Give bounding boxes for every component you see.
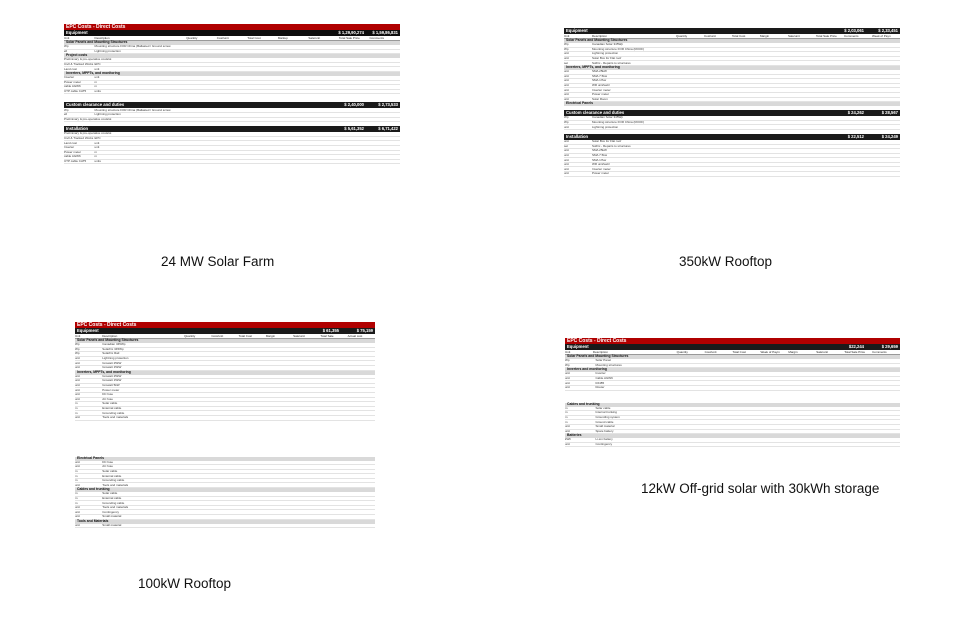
row-description: Solar Panel	[595, 358, 611, 363]
row-description: WR unit/web/	[592, 83, 610, 88]
sheet-100kw-rooftop	[75, 322, 375, 570]
row-description: Grounding system	[595, 415, 620, 420]
table-row	[75, 524, 375, 529]
row-description: units	[94, 89, 101, 94]
row-unit: unit	[564, 157, 569, 162]
row-description: m	[94, 84, 98, 89]
row-description: unit	[94, 140, 100, 145]
row-unit: unit	[565, 385, 570, 390]
section-title: Equipment	[66, 29, 88, 35]
row-description: Tools and materials	[102, 482, 129, 487]
row-description: Solar cable	[102, 468, 118, 473]
row-description: External cable	[102, 473, 122, 478]
row-description: Tools and materials	[102, 415, 129, 420]
row-description: SolFix - Repairs to structures	[592, 143, 631, 148]
section-total: $ 22,512	[847, 133, 864, 139]
subsection-title: Project costs	[64, 54, 400, 58]
section-title: Installation	[566, 133, 589, 139]
section-total-price: $ 75,159	[356, 327, 373, 333]
row-unit: UTP cable CAT5	[64, 158, 87, 163]
row-unit: Preliminary & pre-operative costs	[64, 57, 109, 62]
row-description: Power meter	[592, 92, 610, 97]
row-description: Power meter	[592, 171, 610, 176]
row-description: Router	[595, 385, 605, 390]
row-description: SMA 7.5kw	[592, 73, 608, 78]
row-unit: Wp	[75, 346, 80, 351]
row-unit: m	[565, 410, 568, 415]
subsection-title: Inverters, MPPTs, and monitoring	[75, 371, 375, 375]
row-unit: m	[75, 401, 78, 406]
row-unit: unit	[75, 387, 80, 392]
row-description: Power meter	[102, 387, 120, 392]
row-description: unit	[94, 145, 100, 150]
row-unit: m	[75, 495, 78, 500]
section-total: $ 2,03,061	[844, 27, 864, 33]
section-total-price: $ 24,249	[881, 133, 898, 139]
row-unit: Land cost	[64, 140, 78, 145]
row-unit: Power meter	[64, 79, 82, 84]
sheet-24mw-solar-farm	[64, 24, 400, 244]
row-description: Canadian 345Wp	[102, 342, 126, 347]
row-description: Lightning protection	[592, 124, 619, 129]
section-title: Custom clearance and duties	[66, 102, 125, 108]
row-description: External cable	[102, 495, 122, 500]
row-description: Mounting structures	[595, 362, 622, 367]
caption-12kw: 12kW Off-grid solar with 30kWh storage	[641, 481, 880, 496]
row-unit: unit	[565, 380, 570, 385]
row-unit: unit	[564, 73, 569, 78]
row-description: Internal trunking	[595, 410, 617, 415]
caption-100kw: 100kW Rooftop	[138, 576, 232, 591]
row-unit: Civil & Tracked Works	[64, 136, 94, 141]
row-description: DC fuse	[102, 459, 114, 464]
section-title: Installation	[66, 126, 89, 132]
row-description: lot	[108, 131, 112, 136]
row-unit: unit	[565, 442, 570, 447]
row-unit: Land cost	[64, 66, 78, 71]
row-description: Solar cable	[595, 405, 611, 410]
row-unit: unit	[75, 383, 80, 388]
row-unit: kWh	[565, 437, 571, 442]
row-unit: unit	[75, 415, 80, 420]
row-description: Inverter meter	[592, 166, 611, 171]
row-description: SolarFix Rail	[102, 351, 120, 356]
row-unit: m	[565, 405, 568, 410]
row-description: Canadian Solar 345Wp	[592, 115, 624, 120]
row-unit: Inverter	[64, 75, 75, 80]
row-description: Inverter meter	[592, 87, 611, 92]
section-total-price: $ 2,33,451	[878, 27, 898, 33]
row-description: Growatt 25kW	[102, 360, 122, 365]
row-description: Tools and materials	[102, 505, 129, 510]
row-description: Growatt 15kW	[102, 365, 122, 370]
table-row	[565, 443, 900, 448]
row-description: Canadian Solar 345Wp	[592, 42, 624, 47]
row-unit: m	[75, 406, 78, 411]
caption-350kw: 350kW Rooftop	[679, 254, 773, 269]
row-unit: Wp	[64, 44, 69, 49]
row-description: Contingency	[595, 442, 613, 447]
row-unit: Civil & Tracked Works	[64, 62, 94, 67]
row-description: m	[94, 149, 98, 154]
row-unit: unit	[564, 56, 569, 61]
section-total: $ 24,262	[847, 110, 864, 116]
row-unit: unit	[564, 51, 569, 56]
row-description: SMA 7.5kw	[592, 152, 608, 157]
row-description: Small material	[102, 522, 122, 527]
row-description: Lightning protection	[94, 112, 121, 117]
row-description: WR unit/web/	[592, 162, 610, 167]
row-unit: m	[565, 419, 568, 424]
row-unit: Inverter	[64, 145, 75, 150]
row-unit: Wp	[564, 46, 569, 51]
table-row	[64, 160, 400, 165]
row-unit: m	[75, 491, 78, 496]
row-description: Lightning protection	[94, 48, 121, 53]
row-unit: unit	[75, 356, 80, 361]
section-title: Equipment	[567, 343, 589, 349]
row-description: Growatt 5kW	[102, 383, 120, 388]
row-unit: unit	[75, 509, 80, 514]
row-unit: Preliminary & pre-operative costs	[64, 131, 109, 136]
section-total: $ 1,29,90,274	[338, 29, 364, 35]
row-description: units	[94, 158, 101, 163]
row-unit: unit	[565, 424, 570, 429]
row-unit: Wp	[75, 351, 80, 356]
row-unit: m	[75, 410, 78, 415]
row-unit: unit	[75, 396, 80, 401]
row-unit: unit	[564, 96, 569, 101]
column-headers: Unit Description Quantity Cost/unit Total Cost Markup Sale/unit Total Sale Price Comments	[64, 36, 400, 41]
subsection-title: Solar Panels and Mounting Structures	[75, 339, 375, 343]
row-unit: unit	[75, 360, 80, 365]
row-description: Cable AGW6	[595, 376, 613, 381]
subsection-title: Solar Panels and Mounting Structures	[64, 41, 400, 45]
row-unit: unit	[564, 148, 569, 153]
row-description: Spare battery	[595, 428, 614, 433]
section-total: $ 5,61,352	[344, 126, 364, 132]
row-unit: Wp	[75, 342, 80, 347]
row-unit: Wp	[564, 120, 569, 125]
subsection-title: Batteries	[565, 434, 900, 438]
section-total: $22,244	[848, 343, 864, 349]
subsection-title: Inverters, MPPTs, and monitoring	[564, 66, 900, 70]
row-description: Solar Box for Flat roof	[592, 56, 622, 61]
row-description: Small material	[595, 424, 615, 429]
row-unit: unit	[565, 376, 570, 381]
row-unit: unit	[565, 428, 570, 433]
section-total-price: $ 28,567	[881, 110, 898, 116]
row-unit: Wp	[564, 42, 569, 47]
subsection-title: Electrical Panels	[75, 457, 375, 461]
row-description: SolarFix 345Wp	[102, 346, 124, 351]
subsection-title: Cables and trunking	[75, 488, 375, 492]
row-description: SMA 17kw	[592, 78, 607, 83]
sheet-12kw-offgrid	[565, 338, 900, 470]
row-unit: unit	[564, 78, 569, 83]
subsection-title: Inverters, MPPTs, and monitoring	[64, 72, 400, 76]
row-description: Grounding cable	[102, 478, 125, 483]
row-unit: Wp	[565, 362, 570, 367]
row-unit: m	[75, 473, 78, 478]
row-unit: unit	[75, 378, 80, 383]
row-description: unit	[94, 66, 100, 71]
section-total: $ 61,355	[322, 327, 339, 333]
row-unit: unit	[75, 522, 80, 527]
row-unit: unit	[564, 152, 569, 157]
row-description: Grounding cable	[102, 500, 125, 505]
sheet-title: EPC Costs - Direct Costs	[565, 338, 900, 344]
row-description: Ground cable	[595, 419, 614, 424]
section-total: $ 2,40,000	[344, 102, 364, 108]
row-unit: cable AGW6	[64, 154, 81, 159]
row-description: SMA 25kW	[592, 148, 607, 153]
row-description: SolFix - Repairs to structures	[592, 60, 631, 65]
caption-24mw: 24 MW Solar Farm	[161, 254, 275, 269]
row-description: Li-ion battery	[595, 437, 613, 442]
column-headers: Unit Description Quantity Cost/unit Total Cost Margin Sale/unit Total Sale Price Comments Week of Payn	[564, 34, 900, 39]
row-unit: unit	[564, 92, 569, 97]
row-description: RJ485	[595, 380, 605, 385]
subsection-title: Electrical Panels	[564, 102, 900, 106]
row-unit: ell	[64, 112, 68, 117]
section-total-price: $ 1,59,86,831	[372, 29, 398, 35]
subsection-title: Tools and Materials	[75, 520, 375, 524]
row-unit: unit	[75, 505, 80, 510]
subsection-title: Solar Panels and Mounting Structures	[565, 355, 900, 359]
row-description: Lightning protection	[592, 51, 619, 56]
row-unit: Wp	[565, 358, 570, 363]
row-description: m	[94, 79, 98, 84]
row-description: Mounting structure FOR China (ROOF)	[592, 120, 645, 125]
subsection-title: Cables and trunking	[565, 403, 900, 407]
row-unit: ell	[64, 48, 68, 53]
row-description: m	[94, 154, 98, 159]
row-unit: unit	[564, 69, 569, 74]
row-unit: unit	[564, 83, 569, 88]
row-description: SMA 17kw	[592, 157, 607, 162]
row-description: Solar cable	[102, 491, 118, 496]
row-description: Solar Room	[592, 96, 608, 101]
sheet-350kw-rooftop	[564, 28, 900, 244]
row-description: AC fuse	[102, 396, 113, 401]
row-unit: m	[75, 478, 78, 483]
row-description: Mounting structure FOR China (Ballasted / Ground screw	[94, 44, 171, 49]
row-unit: set	[564, 143, 569, 148]
row-description: Mounting structure FOR China (Ballasted / Ground screw	[94, 107, 171, 112]
column-headers: Unit Description Quantity Cost/unit Total Cost Week of Paym Margin Sale/unit Total Sale Price Comments	[565, 350, 900, 355]
section-total-price: $ 2,73,533	[378, 102, 398, 108]
row-unit: unit	[75, 392, 80, 397]
row-unit: unit	[564, 139, 569, 144]
row-description: Inverter	[595, 371, 606, 376]
row-description: lot	[108, 57, 112, 62]
row-description: Lightning protection	[102, 356, 129, 361]
row-unit: UTP cable CAT5	[64, 89, 87, 94]
sheet-title: EPC Costs - Direct Costs	[75, 322, 375, 328]
row-description: Small material	[102, 514, 122, 519]
row-unit: unit	[564, 87, 569, 92]
subsection-title: Solar Panels and Mounting Structures	[564, 39, 900, 43]
row-unit: unit	[75, 464, 80, 469]
row-description: Grounding cable	[102, 410, 125, 415]
row-description: Mounting structure FOR China (ROOF)	[592, 46, 645, 51]
row-unit: Power meter	[64, 149, 82, 154]
row-description: Solar Box for Flat roof	[592, 139, 622, 144]
row-unit: unit	[75, 482, 80, 487]
section-total-price: $ 6,71,422	[378, 126, 398, 132]
row-unit: unit	[564, 166, 569, 171]
sheet-title: EPC Costs - Direct Costs	[64, 24, 400, 30]
row-description: Growatt 15kW	[102, 378, 122, 383]
subsection-title: Inverters and monitoring	[565, 368, 900, 372]
section-title: Custom clearance and duties	[566, 110, 625, 116]
row-unit: set	[564, 60, 569, 65]
row-unit: Wp	[564, 115, 569, 120]
row-description: Solar cable	[102, 401, 118, 406]
row-description: EPC	[94, 136, 101, 141]
row-unit: cable AGW6	[64, 84, 81, 89]
row-description: Growatt 25kW	[102, 373, 122, 378]
column-headers: Unit Description Quantity Cost/unit Total Cost Margin Sale/unit Total Sale Actual cost	[75, 334, 375, 339]
section-total-price: $ 29,659	[881, 343, 898, 349]
row-unit: unit	[75, 459, 80, 464]
row-unit: Preliminary & pre-operative costs	[64, 116, 109, 121]
row-description: Contingency	[102, 509, 119, 514]
row-description: lot	[108, 116, 112, 121]
row-unit: unit	[565, 371, 570, 376]
row-description: unit	[94, 75, 100, 80]
section-title: Equipment	[77, 327, 99, 333]
row-description: DC fuse	[102, 392, 114, 397]
row-unit: unit	[75, 365, 80, 370]
row-description: External cable	[102, 406, 122, 411]
row-description: EPC	[94, 62, 101, 67]
row-unit: unit	[564, 124, 569, 129]
row-unit: unit	[564, 171, 569, 176]
row-unit: m	[565, 415, 568, 420]
section-title: Equipment	[566, 27, 588, 33]
row-unit: Wp	[64, 107, 69, 112]
row-unit: m	[75, 468, 78, 473]
row-unit: unit	[564, 162, 569, 167]
row-description: SMA 25kW	[592, 69, 607, 74]
row-unit: m	[75, 500, 78, 505]
row-unit: unit	[75, 514, 80, 519]
row-unit: unit	[75, 373, 80, 378]
table-row	[564, 172, 900, 177]
row-description: AC fuse	[102, 464, 113, 469]
